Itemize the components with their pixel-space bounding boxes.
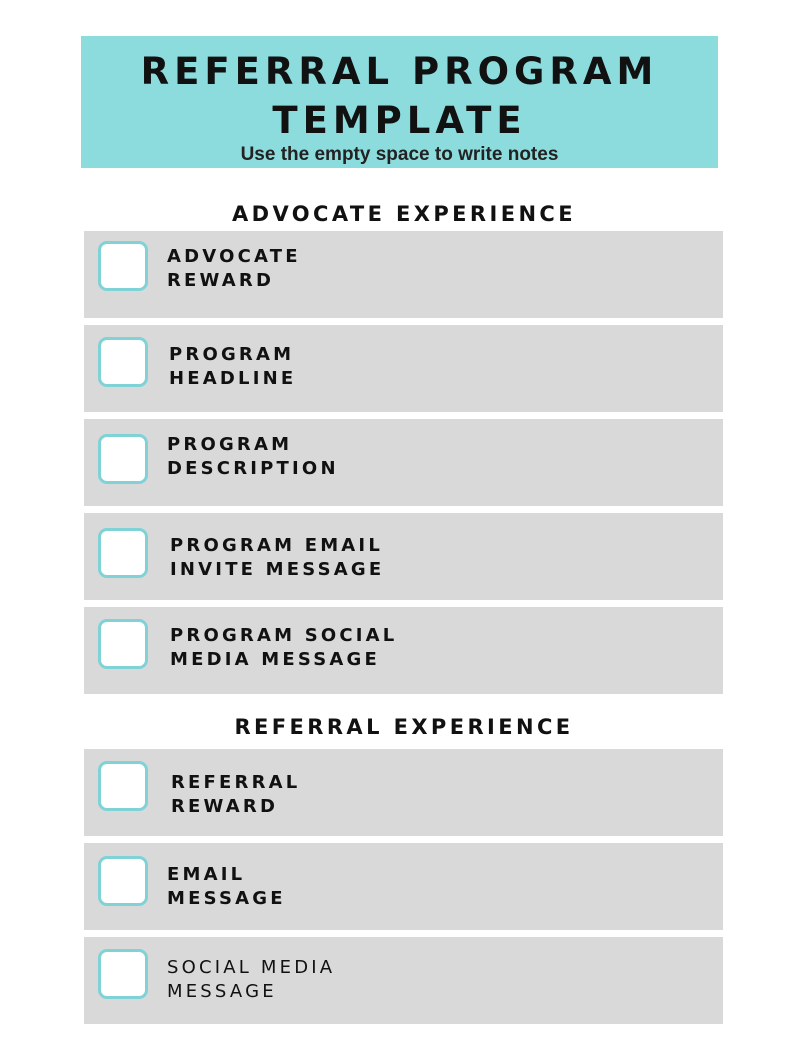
page-subtitle: Use the empty space to write notes	[240, 144, 559, 165]
checkbox[interactable]	[98, 619, 148, 669]
checklist-row-program-headline	[84, 325, 723, 412]
checklist-label: EMAIL MESSAGE	[167, 864, 286, 909]
checklist-row-referral-reward	[84, 749, 723, 836]
section-title-referral-experience: REFERRAL EXPERIENCE	[234, 715, 574, 739]
checkbox[interactable]	[98, 241, 148, 291]
checklist-label: REFERRAL REWARD	[171, 772, 301, 817]
checklist-label: PROGRAM HEADLINE	[169, 344, 297, 389]
checklist-row-email-message	[84, 843, 723, 930]
checkbox[interactable]	[98, 761, 148, 811]
checkbox[interactable]	[98, 528, 148, 578]
header-banner	[81, 36, 718, 168]
checklist-row-program-social-media	[84, 607, 723, 694]
checklist-label: PROGRAM EMAIL INVITE MESSAGE	[170, 535, 385, 580]
checklist-row-program-email-invite	[84, 513, 723, 600]
checklist-row-program-description	[84, 419, 723, 506]
checkbox[interactable]	[98, 949, 148, 999]
checklist-label: ADVOCATE REWARD	[167, 246, 301, 291]
checklist-row-social-media-message	[84, 937, 723, 1024]
checklist-label: PROGRAM DESCRIPTION	[167, 434, 339, 479]
checkbox[interactable]	[98, 337, 148, 387]
checkbox[interactable]	[98, 434, 148, 484]
checklist-row-advocate-reward	[84, 231, 723, 318]
checkbox[interactable]	[98, 856, 148, 906]
page-title-line-2: TEMPLATE	[272, 99, 527, 142]
page-title-line-1: REFERRAL PROGRAM	[140, 50, 659, 93]
checklist-label: SOCIAL MEDIA MESSAGE	[167, 957, 336, 1002]
checklist-label: PROGRAM SOCIAL MEDIA MESSAGE	[170, 625, 398, 670]
section-title-advocate-experience: ADVOCATE EXPERIENCE	[232, 202, 576, 226]
